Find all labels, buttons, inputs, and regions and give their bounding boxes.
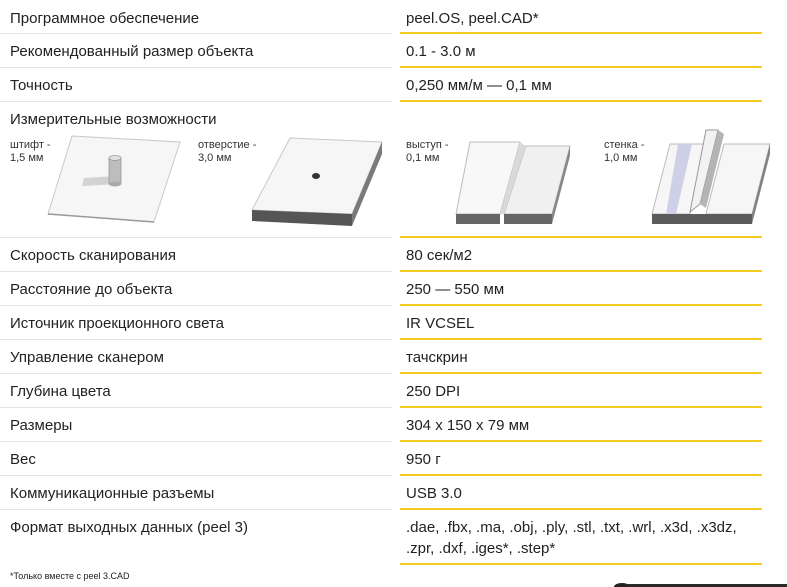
spec-value: 250 DPI [406, 383, 461, 400]
caption-line: отверстие - [198, 139, 257, 151]
spec-label: Расстояние до объекта [10, 281, 173, 298]
spec-value: 80 сек/м2 [406, 247, 473, 264]
wall-illustration [648, 126, 774, 230]
spec-value: 950 г [406, 451, 441, 468]
wall-caption [604, 139, 645, 165]
spec-row-object-size [0, 34, 762, 68]
spec-value-line-1: .dae, .fbx, .ma, .obj, .ply, .stl, .txt, .wrl, .x3d, .x3dz, [406, 519, 737, 536]
ledge-illustration [452, 138, 574, 228]
spec-value: IR VCSEL [406, 315, 475, 332]
footnote: *Только вместе с peel 3.CAD [10, 571, 130, 581]
measuring-title: Измерительные возможности [10, 111, 217, 128]
spec-label: Размеры [10, 417, 73, 434]
spec-value: peel.OS, peel.CAD* [406, 10, 539, 27]
spec-row-software [0, 0, 762, 34]
spec-row-distance [0, 272, 762, 306]
spec-label: Формат выходных данных (peel 3) [10, 519, 249, 536]
hole-caption [198, 139, 256, 165]
spec-value: 0.1 - 3.0 м [406, 43, 476, 60]
spec-row-light-source [0, 306, 762, 340]
spec-row-accuracy [0, 68, 762, 102]
spec-value: 304 x 150 x 79 мм [406, 417, 530, 434]
spec-label: Вес [10, 451, 36, 468]
spec-row-control [0, 340, 762, 374]
spec-value: USB 3.0 [406, 485, 462, 502]
spec-row-color-depth [0, 374, 762, 408]
spec-label: Рекомендованный размер объекта [10, 43, 254, 60]
pin-caption [10, 139, 51, 165]
caption-line: стенка - [604, 139, 645, 151]
spec-row-weight [0, 442, 762, 476]
spec-row-scan-speed [0, 238, 762, 272]
spec-label: Точность [10, 77, 73, 94]
spec-value: 250 — 550 мм [406, 281, 505, 298]
caption-line: 3,0 мм [198, 152, 232, 164]
spec-value-line-2: .zpr, .dxf, .iges*, .step* [406, 540, 556, 557]
spec-label: Коммуникационные разъемы [10, 485, 215, 502]
measuring-capabilities-section [0, 102, 762, 238]
spec-label: Источник проекционного света [10, 315, 224, 332]
pin-illustration [46, 132, 182, 228]
hole-illustration [250, 136, 386, 232]
caption-line: штифт - [10, 139, 51, 151]
spec-label: Скорость сканирования [10, 247, 176, 264]
ledge-caption [406, 139, 449, 165]
caption-line: 1,5 мм [10, 152, 44, 164]
spec-row-output-format [0, 510, 762, 566]
spec-label: Глубина цвета [10, 383, 111, 400]
caption-line: выступ - [406, 139, 449, 151]
caption-line: 0,1 мм [406, 152, 440, 164]
spec-row-connectors [0, 476, 762, 510]
caption-line: 1,0 мм [604, 152, 638, 164]
spec-row-dimensions [0, 408, 762, 442]
spec-label: Программное обеспечение [10, 10, 200, 27]
accent-divider [400, 563, 762, 565]
spec-label: Управление сканером [10, 349, 164, 366]
spec-value: тачскрин [406, 349, 468, 366]
partial-product-image [612, 580, 787, 587]
spec-value: 0,250 мм/м — 0,1 мм [406, 77, 552, 94]
